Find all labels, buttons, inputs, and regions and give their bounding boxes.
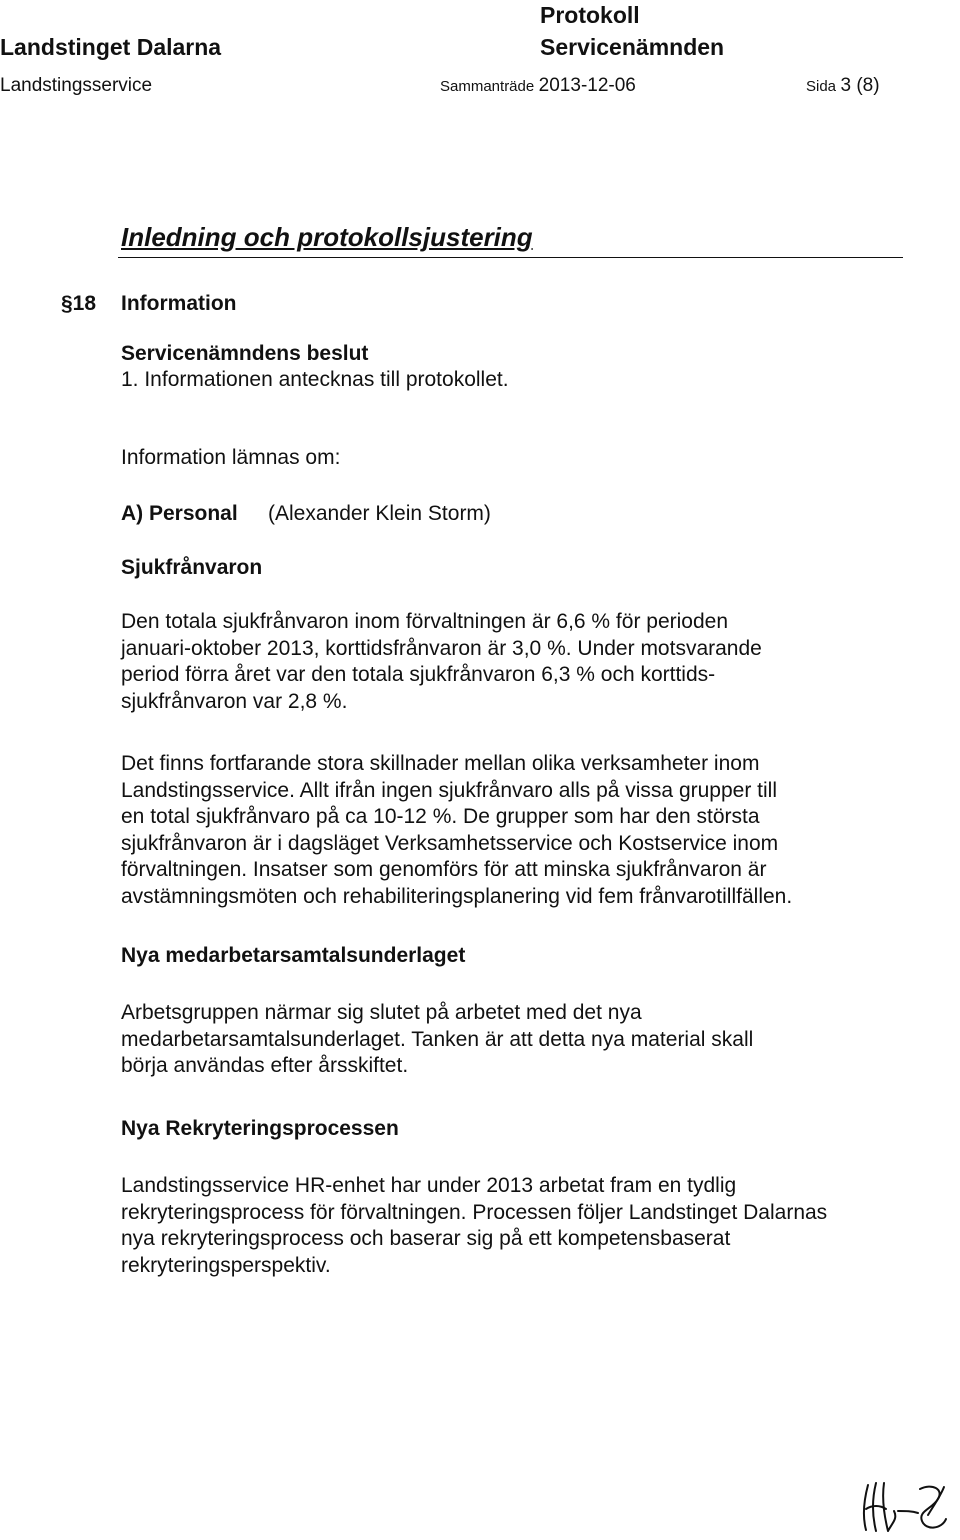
text-line: avstämningsmöten och rehabiliteringsplanering vid fem frånvarotillfällen. bbox=[121, 884, 793, 908]
page-number bbox=[806, 75, 880, 97]
decision-heading: Servicenämndens beslut bbox=[121, 342, 369, 365]
text-line: rekryteringsprocess för förvaltningen. Processen följer Landstinget Dalarnas bbox=[121, 1200, 828, 1224]
paragraph-medarbetarsamtal bbox=[121, 1000, 921, 1080]
text-line: en total sjukfrånvaro på ca 10-12 %. De grupper som har den största bbox=[121, 805, 760, 828]
text-line: januari-oktober 2013, korttidsfrånvaron är 3,0 %. Under motsvarande bbox=[121, 636, 762, 660]
text-line: Det finns fortfarande stora skillnader mellan olika verksamheter inom bbox=[121, 752, 760, 775]
text-line: börja användas efter årsskiftet. bbox=[121, 1054, 409, 1077]
paragraph-rekrytering bbox=[121, 1173, 921, 1279]
text-line: period förra året var den totala sjukfrånvaron 6,3 % och korttids- bbox=[121, 663, 716, 686]
text-line: Landstingsservice HR-enhet har under 2013 arbetat fram en tydlig bbox=[121, 1174, 737, 1197]
topic-a-label: A) Personal bbox=[121, 502, 238, 525]
text-line: Arbetsgruppen närmar sig slutet på arbetet med det nya bbox=[121, 1001, 642, 1024]
section-title: Inledning och protokollsjustering bbox=[121, 222, 533, 252]
text-line: Den totala sjukfrånvaron inom förvaltningen är 6,6 % för perioden bbox=[121, 610, 729, 633]
paragraph-sick-leave-differences bbox=[121, 751, 921, 910]
decision-item: 1. Informationen antecknas till protokollet. bbox=[121, 368, 509, 391]
text-line: sjukfrånvaron var 2,8 %. bbox=[121, 689, 348, 713]
meeting-date: 2013-12-06 bbox=[538, 75, 636, 96]
meeting-info bbox=[440, 75, 636, 97]
section-rule bbox=[118, 257, 903, 258]
department-name: Landstingsservice bbox=[0, 75, 153, 96]
paragraph-sick-leave-stats bbox=[121, 609, 921, 715]
topic-a-person: (Alexander Klein Storm) bbox=[268, 502, 491, 525]
sub-heading-sjukfranvaron: Sjukfrånvaron bbox=[121, 556, 263, 579]
paragraph-mark: §18 bbox=[61, 292, 97, 315]
text-line: medarbetarsamtalsunderlaget. Tanken är att detta nya material skall bbox=[121, 1027, 754, 1051]
text-line: rekryteringsperspektiv. bbox=[121, 1253, 331, 1277]
text-line: nya rekryteringsprocess och baserar sig på ett kompetensbaserat bbox=[121, 1227, 731, 1250]
handwritten-initials-signature bbox=[858, 1475, 950, 1535]
paragraph-title: Information bbox=[121, 292, 237, 315]
text-line: förvaltningen. Insatser som genomförs för att minska sjukfrånvaron är bbox=[121, 858, 767, 881]
sub-heading-medarbetarsamtal: Nya medarbetarsamtalsunderlaget bbox=[121, 944, 466, 967]
info-intro: Information lämnas om: bbox=[121, 446, 341, 469]
document-type: Protokoll bbox=[540, 2, 640, 28]
sub-heading-rekrytering: Nya Rekryteringsprocessen bbox=[121, 1117, 399, 1140]
text-line: sjukfrånvaron är i dagsläget Verksamhetsservice och Kostservice inom bbox=[121, 831, 779, 855]
meeting-label: Sammanträde bbox=[440, 78, 535, 95]
organization-name: Landstinget Dalarna bbox=[0, 34, 222, 60]
page-label: Sida bbox=[806, 78, 837, 95]
text-line: Landstingsservice. Allt ifrån ingen sjukfrånvaro alls på vissa grupper till bbox=[121, 778, 777, 802]
page-value: 3 (8) bbox=[840, 75, 880, 96]
board-name: Servicenämnden bbox=[540, 34, 725, 60]
